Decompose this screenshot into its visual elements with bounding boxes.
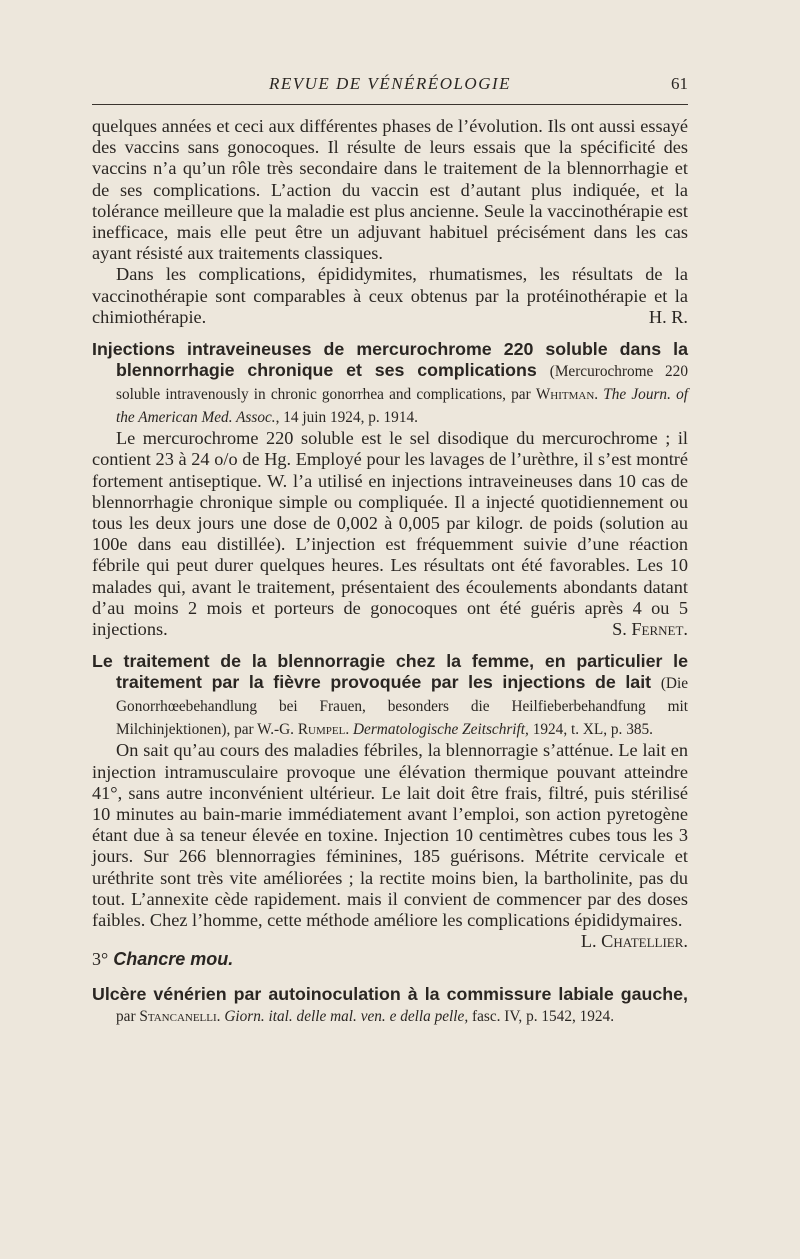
header-rule [92, 104, 688, 105]
article-1-body [92, 428, 688, 640]
article-2-ref-sep: . [345, 721, 350, 739]
article-3-journal: Giorn. ital. delle mal. ven. e della pelle, [224, 1007, 469, 1025]
page-header [92, 72, 688, 98]
article-1-ref-b: , 14 juin 1924, p. 1914. [275, 409, 418, 427]
section-3-title: Chancre mou. [113, 949, 234, 970]
running-head: REVUE DE VÉNÉRÉOLOGIE [268, 74, 512, 93]
article-1-ref-sep: . [594, 386, 599, 404]
intro-signature: H. R. [648, 306, 688, 327]
page-number: 61 [671, 74, 688, 93]
article-2-signature: L. Chatellier. [580, 931, 688, 952]
article-3-ref-a: par [116, 1007, 136, 1025]
article-2-body [92, 740, 688, 952]
article-1-journal: The Journ. of the American Med. Assoc. [116, 386, 688, 427]
article-1-body-text: Le mercurochrome 220 soluble est le sel disodique du mercurochrome ; il contient 23 à 24 o/o de Hg. Employé pour les lavages de l’urèthre, il s’est montré fortement antiseptique. W. l’a utilisé en injections intraveineuses dans 10 cas de blennorrhagie chronique simple ou compliquée. Il a injecté quotidiennement ou tous les deux jours une dose de 0,002 à 0,005 par kilogr. de poids (solution au 100e dans eau distillée). L’injection est fréquemment suivie d’une réaction fébrile qui peut durer quelques heures. Les résultats ont été favorables. Les 10 malades qui, avant le traitement, présentaient des écoulements abondants datant d’au moins 2 mois et porteurs de gonocoques ont été guéris après 4 ou 5 injections. [92, 428, 688, 640]
article-3-author: Stancanelli [139, 1007, 217, 1025]
article-3-title: Ulcère vénérien par autoinoculation à la commissure labiale gauche, [92, 983, 688, 1004]
article-1-author: Whitman [535, 386, 595, 404]
section-3-number: 3° [92, 949, 109, 970]
article-1-ref-a: (Mercurochrome 220 soluble intravenously in chronic gonorrhea and complications, par [116, 363, 688, 404]
intro-paragraph-1: quelques années et ceci aux différentes phases de l’évolution. Ils ont aussi essayé des vaccins sans gonocoques. Il résulte de leurs essais que la spécificité des vaccins n’a qu’un rôle très secondaire dans le traitement de la blennorrhagie et de ses complications. L’action du vaccin est d’autant plus indiquée, et la tolérance meilleure que la maladie est plus ancienne. Seule la vaccinothérapie est inefficace, mais elle peut être un adjuvant habituel précisément dans les cas ayant résisté aux traitements classiques. [92, 116, 688, 264]
article-1-heading [92, 338, 688, 428]
article-1-title: Injections intraveineuses de mercurochrome 220 soluble dans la blennorrhagie chronique et ses complications [92, 339, 688, 381]
article-3-heading [92, 983, 688, 1027]
intro-paragraph-2-text: Dans les complications, épididymites, rhumatismes, les résultats de la vaccinothérapie sont comparables à ceux obtenus par la protéinothérapie et la chimiothérapie. [92, 264, 688, 327]
article-3-ref-sep: . [216, 1007, 221, 1025]
article-1-signature: S. Fernet. [612, 619, 688, 640]
article-2-author: Rumpel [297, 721, 346, 739]
page-body [92, 116, 688, 1027]
article-2-heading [92, 650, 688, 740]
article-2-body-text: On sait qu’au cours des maladies fébriles, la blennorragie s’atténue. Le lait en injection intramusculaire provoque une élévation thermique pouvant atteindre 41°, sans autre inconvénient ultérieur. Le lait doit être frais, filtré, puis stérilisé 10 minutes au bain-marie immédiatement avant l’emploi, son action pyretogène étant due à sa teneur élevée en toxine. Injection 10 centimètres cubes tous les 3 jours. Sur 266 blennorragies féminines, 185 guérisons. Métrite cervicale et uréthrite sont très vite améliorées ; la rectite moins bien, la bartholinite, pas du tout. L’annexite cède rapidement. mais il convient de commencer par des doses faibles. Chez l’homme, cette méthode améliore les complications épididymaires. [92, 740, 688, 931]
article-2-journal: Dermatologische Zeitschrift, [352, 721, 529, 739]
article-2-ref-a: (Die Gonorrhœebehandlung bei Frauen, besonders die Heilfieberbehandfung mit Milchinjektionen), par W.-G. [116, 675, 688, 739]
article-3-reference [116, 1008, 614, 1025]
article-2-ref-b: 1924, t. XL, p. 385. [532, 721, 653, 739]
article-2-title: Le traitement de la blennorragie chez la femme, en particulier le traitement par la fièvre provoquée par les injections de lait [92, 651, 688, 693]
intro-paragraph-2 [92, 264, 688, 328]
article-3-ref-b: fasc. IV, p. 1542, 1924. [471, 1007, 615, 1025]
